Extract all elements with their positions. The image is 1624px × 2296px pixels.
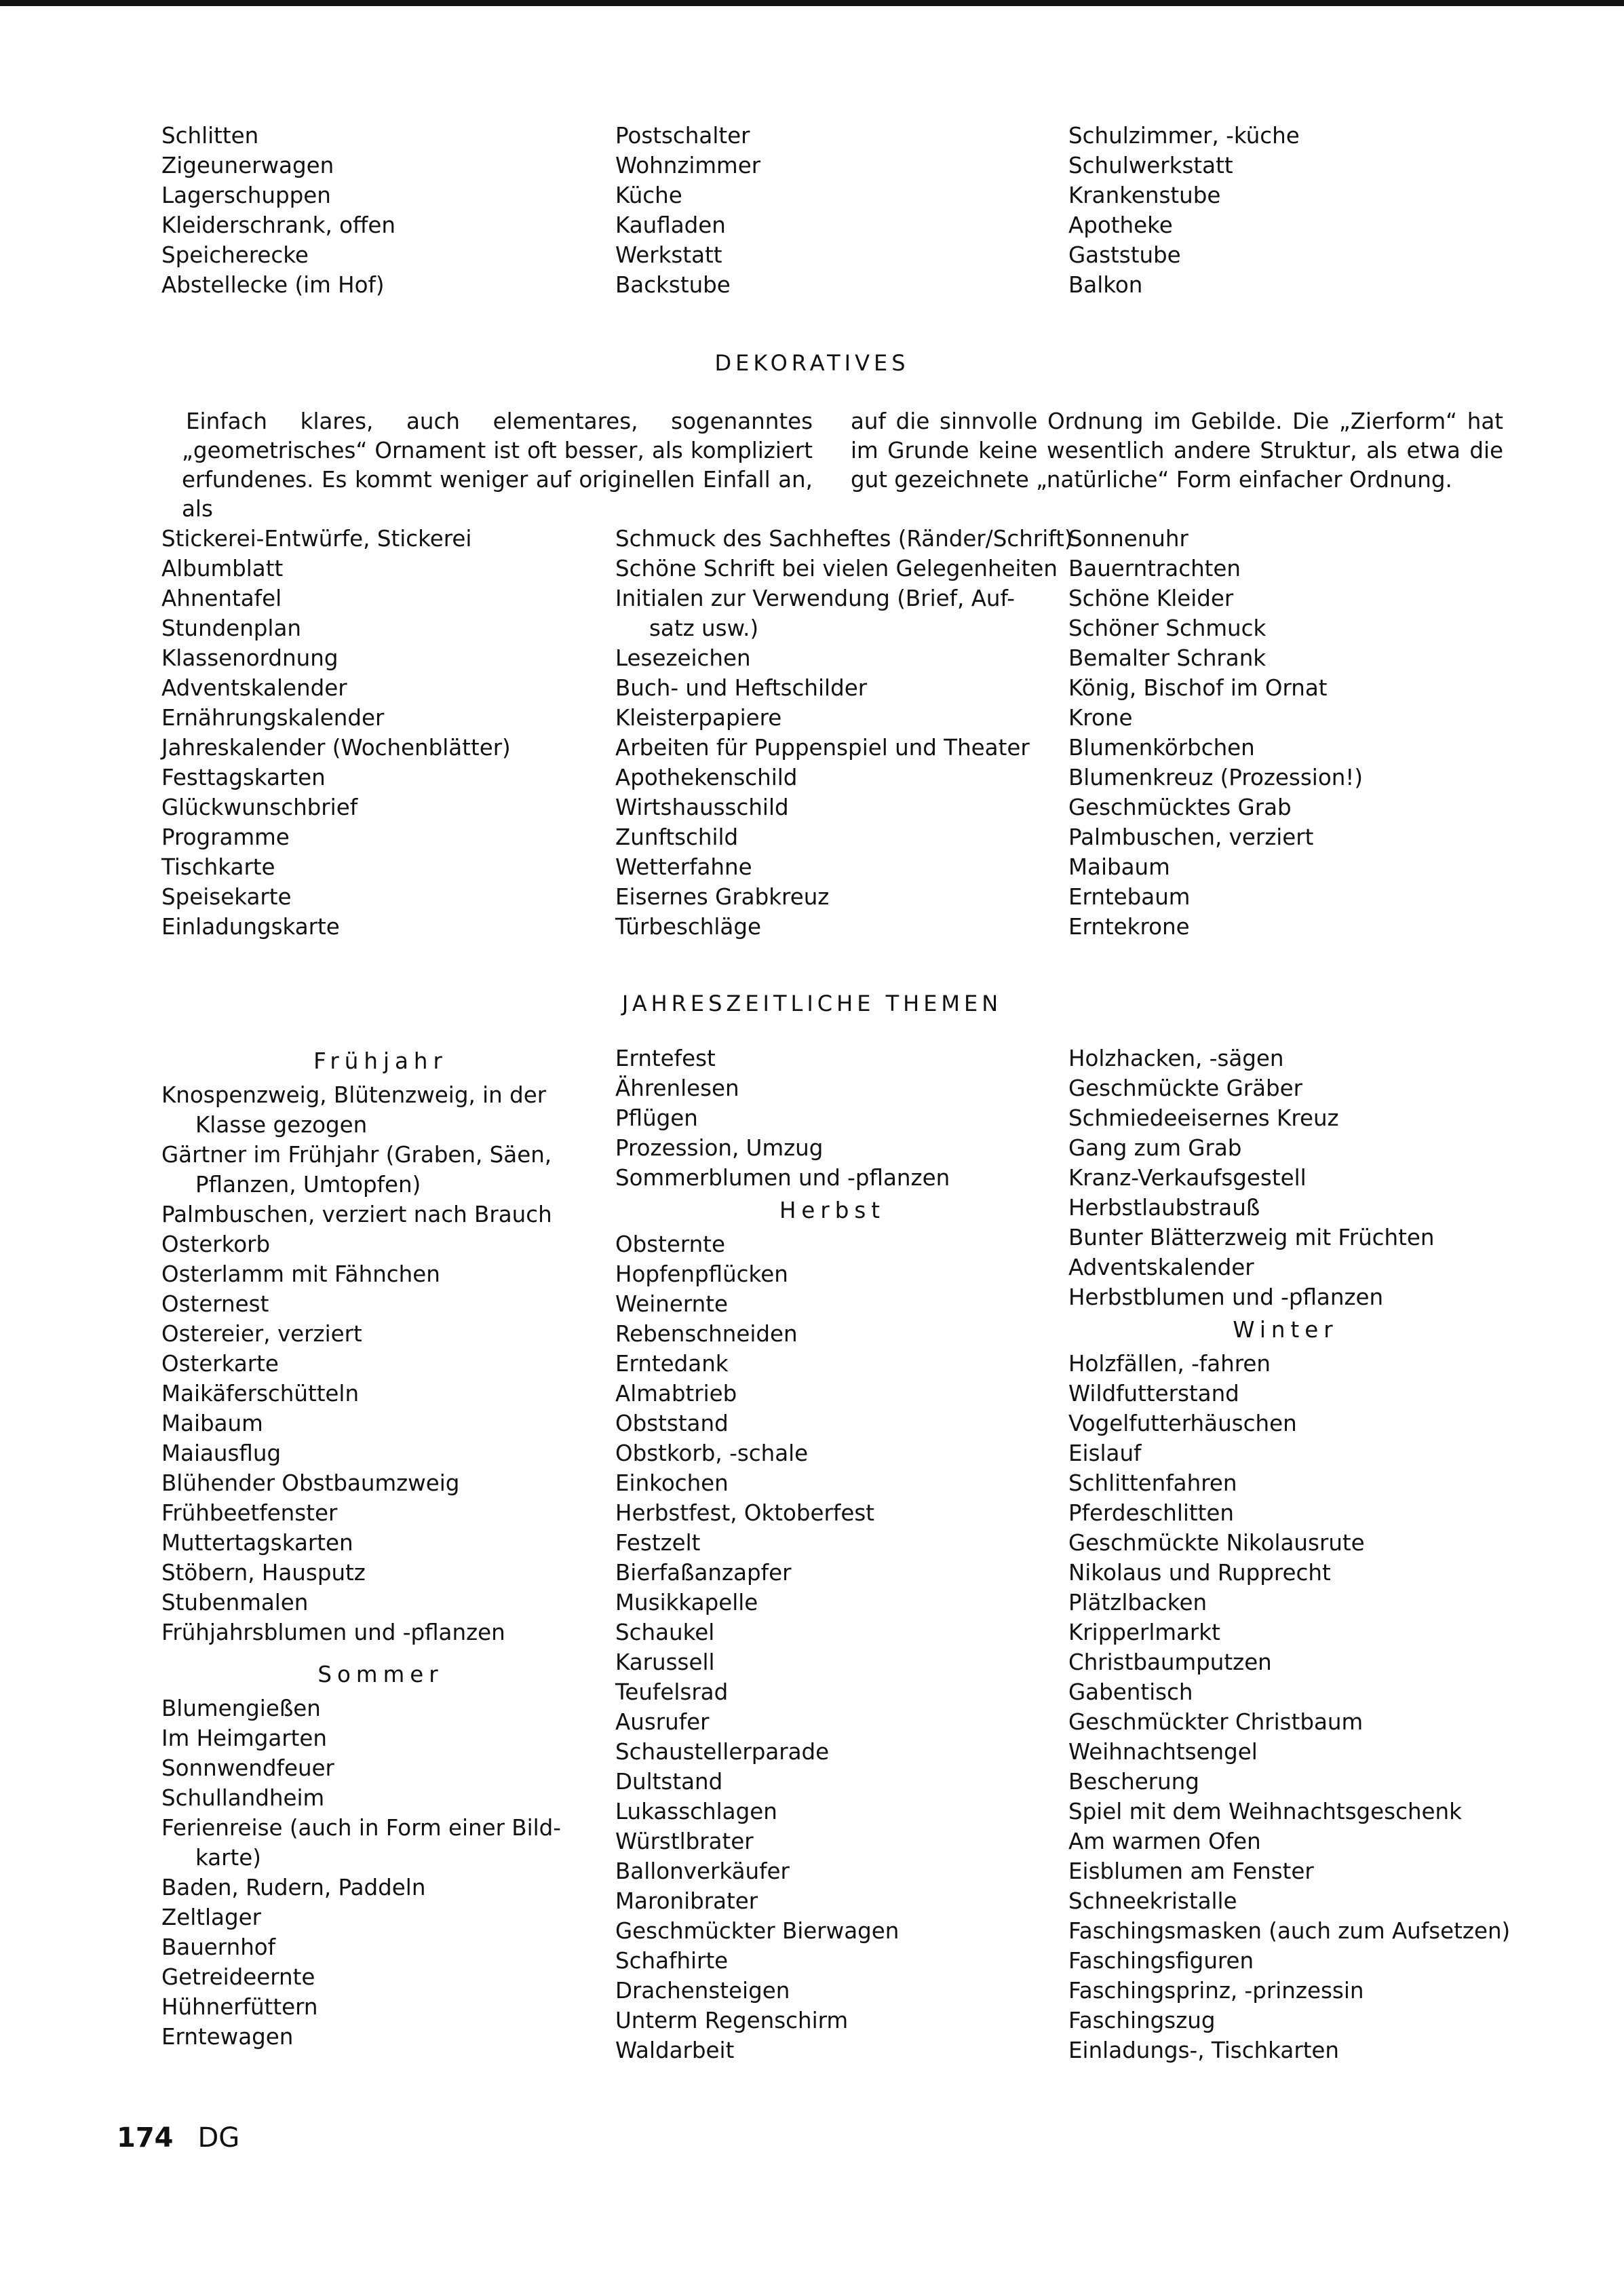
list-item: Erntekrone xyxy=(1068,914,1190,940)
list-item: Speisekarte xyxy=(161,884,292,910)
list-item: Faschingszug xyxy=(1068,2008,1216,2033)
list-item: Sonnwendfeuer xyxy=(161,1755,334,1781)
list-item: Gaststube xyxy=(1068,242,1181,268)
dekoratives-col-1 xyxy=(161,524,596,942)
subheading-sommer: Sommer xyxy=(317,1662,444,1687)
list-item: Prozession, Umzug xyxy=(615,1135,824,1161)
list-item: Geschmückte Gräber xyxy=(1068,1075,1303,1101)
list-item: Gang zum Grab xyxy=(1068,1135,1242,1161)
sommer-continued-list xyxy=(615,1044,1049,1193)
top-rule xyxy=(0,0,1624,6)
page-number: 174 xyxy=(117,2122,174,2154)
list-item: Herbstfest, Oktoberfest xyxy=(615,1500,875,1526)
subheading-herbst: Herbst xyxy=(779,1198,886,1223)
list-item: Teufelsrad xyxy=(615,1679,729,1705)
list-item: Abstellecke (im Hof) xyxy=(161,272,385,298)
list-item: Almabtrieb xyxy=(615,1381,737,1407)
list-item: Maibaum xyxy=(1068,854,1170,880)
list-item: Osternest xyxy=(161,1291,269,1317)
list-item: Obstkorb, -schale xyxy=(615,1440,809,1466)
page-footer xyxy=(117,2122,239,2154)
list-item: Sonnenuhr xyxy=(1068,526,1188,552)
list-item: Adventskalender xyxy=(161,675,347,701)
fruehjahr-list xyxy=(161,1200,600,1647)
list-item: Schafhirte xyxy=(615,1948,729,1974)
list-item: Stickerei-Entwürfe, Stickerei xyxy=(161,526,472,552)
list-item: Kripperlmarkt xyxy=(1068,1620,1220,1645)
list-item: Buch- und Heftschilder xyxy=(615,675,868,701)
list-item: Schaustellerparade xyxy=(615,1739,830,1765)
list-item: Spiel mit dem Weihnachtsgeschenk xyxy=(1068,1799,1462,1824)
list-item: Maronibrater xyxy=(615,1888,758,1914)
list-item: Getreideernte xyxy=(161,1964,315,1990)
list-item: Schöner Schmuck xyxy=(1068,615,1267,641)
list-item: Pflügen xyxy=(615,1105,698,1131)
list-item: Bescherung xyxy=(1068,1769,1199,1795)
list-item: Festtagskarten xyxy=(161,765,326,790)
list-item: Ostereier, verziert xyxy=(161,1321,362,1347)
list-item: Blühender Obstbaumzweig xyxy=(161,1470,460,1496)
list-item: Rebenschneiden xyxy=(615,1321,798,1347)
list-item: Küche xyxy=(615,183,682,208)
list-item: Pferdeschlitten xyxy=(1068,1500,1234,1526)
list-item: Apothekenschild xyxy=(615,765,798,790)
list-item: Geschmückter Bierwagen xyxy=(615,1918,900,1944)
list-item: Wetterfahne xyxy=(615,854,752,880)
list-item: Palmbuschen, verziert nach Brauch xyxy=(161,1202,552,1227)
list-item: Schöne Kleider xyxy=(1068,586,1234,611)
list-item: Klassenordnung xyxy=(161,645,339,671)
list-item: Geschmücktes Grab xyxy=(1068,795,1292,820)
list-item: Bauerntrachten xyxy=(1068,556,1241,581)
list-item-wrapped: Gärtner im Frühjahr (Graben, Säen, Pflanzen, Umtopfen) xyxy=(161,1142,552,1198)
list-item: Herbstblumen und -pflanzen xyxy=(1068,1284,1384,1310)
list-item: Schöne Schrift bei vielen Gelegenheiten xyxy=(615,556,1058,581)
dekoratives-col-2b xyxy=(615,643,1056,942)
dekoratives-col-2 xyxy=(615,524,1073,942)
subheading-fruehjahr: Frühjahr xyxy=(313,1048,448,1074)
heading-dekoratives: DEKORATIVES xyxy=(714,350,910,376)
list-item: Kleisterpapiere xyxy=(615,705,782,731)
list-item: Osterkorb xyxy=(161,1231,271,1257)
list-item: Obststand xyxy=(615,1411,729,1436)
list-item: Vogelfutterhäuschen xyxy=(1068,1411,1297,1436)
list-item: Holzfällen, -fahren xyxy=(1068,1351,1271,1377)
list-item: Bemalter Schrank xyxy=(1068,645,1267,671)
list-item: Lesezeichen xyxy=(615,645,751,671)
list-item: Weinernte xyxy=(615,1291,728,1317)
list-item: Zeltlager xyxy=(161,1905,261,1930)
list-item: Speicherecke xyxy=(161,242,309,268)
list-item: Programme xyxy=(161,824,290,850)
list-item: Nikolaus und Rupprecht xyxy=(1068,1560,1331,1586)
footer-label: DG xyxy=(197,2122,240,2154)
list-item: Jahreskalender (Wochenblätter) xyxy=(161,735,511,761)
list-item: Hopfenpflücken xyxy=(615,1261,788,1287)
list-item: Hühnerfüttern xyxy=(161,1994,318,2020)
list-item: Dultstand xyxy=(615,1769,723,1795)
list-item: Karussell xyxy=(615,1649,715,1675)
list-item: Festzelt xyxy=(615,1530,701,1556)
list-item-wrapped: Knospenzweig, Blütenzweig, in der Klasse gezogen xyxy=(161,1082,547,1138)
list-item: Maiausflug xyxy=(161,1440,282,1466)
list-item-wrapped: Initialen zur Verwendung (Brief, Auf- satz usw.) xyxy=(615,586,1015,641)
list-item: Einladungs-, Tischkarten xyxy=(1068,2037,1340,2063)
list-item: Wirtshausschild xyxy=(615,795,789,820)
list-item: Geschmückte Nikolausrute xyxy=(1068,1530,1365,1556)
list-item: Erntebaum xyxy=(1068,884,1191,910)
places-col-1 xyxy=(161,121,596,300)
list-item: Maikäferschütteln xyxy=(161,1381,360,1407)
list-item: Erntewagen xyxy=(161,2024,294,2050)
list-item: Drachensteigen xyxy=(615,1978,790,2004)
list-item: Baden, Rudern, Paddeln xyxy=(161,1875,426,1900)
list-item: Einladungskarte xyxy=(161,914,340,940)
list-item: Apotheke xyxy=(1068,212,1173,238)
list-item: Blumenkreuz (Prozession!) xyxy=(1068,765,1364,790)
list-item: Christbaumputzen xyxy=(1068,1649,1272,1675)
subheading-winter: Winter xyxy=(1233,1317,1338,1343)
list-item: Würstlbrater xyxy=(615,1829,754,1854)
list-item: Blumenkörbchen xyxy=(1068,735,1255,761)
list-item: Blumengießen xyxy=(161,1696,321,1721)
list-item: Wohnzimmer xyxy=(615,153,761,178)
list-item: Musikkapelle xyxy=(615,1590,758,1615)
list-item: Bauernhof xyxy=(161,1934,276,1960)
dekoratives-col-3 xyxy=(1068,524,1503,942)
list-item-wrapped: Ferienreise (auch in Form einer Bild- karte) xyxy=(161,1815,561,1871)
list-item: Schulzimmer, -küche xyxy=(1068,123,1300,149)
places-col-3 xyxy=(1068,121,1503,300)
list-item: König, Bischof im Ornat xyxy=(1068,675,1328,701)
list-item: Postschalter xyxy=(615,123,750,149)
list-item: Schlitten xyxy=(161,123,259,149)
list-item: Eislauf xyxy=(1068,1440,1142,1466)
list-item: Einkochen xyxy=(615,1470,729,1496)
list-item: Glückwunschbrief xyxy=(161,795,358,820)
list-item: Schlittenfahren xyxy=(1068,1470,1237,1496)
list-item: Palmbuschen, verziert xyxy=(1068,824,1314,850)
list-item: Stubenmalen xyxy=(161,1590,309,1615)
list-item: Bierfaßanzapfer xyxy=(615,1560,792,1586)
list-item: Bunter Blätterzweig mit Früchten xyxy=(1068,1225,1435,1250)
list-item: Unterm Regenschirm xyxy=(615,2008,849,2033)
dekoratives-col-2a xyxy=(615,524,1073,583)
list-item: Geschmückter Christbaum xyxy=(1068,1709,1364,1735)
dekoratives-paragraph-right: auf die sinnvolle Ordnung im Gebilde. Die „Zierform“ hat im Grunde keine wesentlich andere Struktur, als etwa die gut gezeichnete „natürliche“ Form einfacher Ordnung. xyxy=(851,408,1503,493)
list-item: Schaukel xyxy=(615,1620,715,1645)
list-item: Faschingsmasken (auch zum Aufsetzen) xyxy=(1068,1918,1511,1944)
list-item: Obsternte xyxy=(615,1231,726,1257)
list-item: Albumblatt xyxy=(161,556,284,581)
list-item: Kranz-Verkaufsgestell xyxy=(1068,1165,1307,1191)
list-item: Faschingsfiguren xyxy=(1068,1948,1254,1974)
list-item: Schmuck des Sachheftes (Ränder/Schrift) xyxy=(615,526,1073,552)
list-item: Balkon xyxy=(1068,272,1143,298)
sommer-list-b xyxy=(161,1873,600,2052)
winter-list xyxy=(1068,1349,1511,2065)
list-item: Gabentisch xyxy=(1068,1679,1193,1705)
list-item: Erntedank xyxy=(615,1351,729,1377)
list-item: Am warmen Ofen xyxy=(1068,1829,1261,1854)
list-item: Ahnentafel xyxy=(161,586,282,611)
list-item: Sommerblumen und -pflanzen xyxy=(615,1165,950,1191)
list-item: Frühjahrsblumen und -pflanzen xyxy=(161,1620,505,1645)
herbst-continued-list xyxy=(1068,1044,1503,1312)
list-item: Zigeunerwagen xyxy=(161,153,334,178)
list-item: Ährenlesen xyxy=(615,1075,739,1101)
list-item: Maibaum xyxy=(161,1411,263,1436)
list-item: Krankenstube xyxy=(1068,183,1221,208)
list-item: Zunftschild xyxy=(615,824,739,850)
list-item: Ausrufer xyxy=(615,1709,710,1735)
herbst-list xyxy=(615,1229,1049,2065)
list-item: Schneekristalle xyxy=(1068,1888,1237,1914)
list-item: Krone xyxy=(1068,705,1133,731)
dekoratives-paragraph-left: Einfach klares, auch elementares, sogenanntes „geometrisches“ Ornament ist oft besser, als kompliziert erfundenes. Es kommt weniger auf originellen Einfall an, als xyxy=(182,408,813,522)
sommer-list-a xyxy=(161,1694,600,1813)
list-item: Lagerschuppen xyxy=(161,183,331,208)
list-item: Frühbeetfenster xyxy=(161,1500,338,1526)
list-item: Stundenplan xyxy=(161,615,301,641)
list-item: Faschingsprinz, -prinzessin xyxy=(1068,1978,1364,2004)
list-item: Osterlamm mit Fähnchen xyxy=(161,1261,440,1287)
list-item: Adventskalender xyxy=(1068,1255,1254,1280)
list-item: Erntefest xyxy=(615,1046,716,1071)
places-col-2 xyxy=(615,121,1049,300)
seasons-col-1 xyxy=(161,1044,600,2052)
list-item: Türbeschläge xyxy=(615,914,761,940)
list-item: Schullandheim xyxy=(161,1785,325,1811)
list-item: Ernährungskalender xyxy=(161,705,385,731)
list-item: Arbeiten für Puppenspiel und Theater xyxy=(615,735,1030,761)
list-item: Muttertagskarten xyxy=(161,1530,353,1556)
seasons-col-2 xyxy=(615,1044,1049,2065)
list-item: Osterkarte xyxy=(161,1351,279,1377)
list-item: Im Heimgarten xyxy=(161,1725,327,1751)
list-item: Holzhacken, -sägen xyxy=(1068,1046,1284,1071)
list-item: Backstube xyxy=(615,272,731,298)
list-item: Eisernes Grabkreuz xyxy=(615,884,830,910)
heading-jahreszeitliche-themen: JAHRESZEITLICHE THEMEN xyxy=(621,991,1003,1016)
list-item: Eisblumen am Fenster xyxy=(1068,1858,1314,1884)
list-item: Kleiderschrank, offen xyxy=(161,212,395,238)
list-item: Wildfutterstand xyxy=(1068,1381,1239,1407)
seasons-col-3 xyxy=(1068,1044,1511,2065)
list-item: Tischkarte xyxy=(161,854,275,880)
list-item: Herbstlaubstrauß xyxy=(1068,1195,1260,1221)
list-item: Plätzlbacken xyxy=(1068,1590,1207,1615)
list-item: Waldarbeit xyxy=(615,2037,735,2063)
list-item: Ballonverkäufer xyxy=(615,1858,790,1884)
list-item: Stöbern, Hausputz xyxy=(161,1560,366,1586)
list-item: Schulwerkstatt xyxy=(1068,153,1233,178)
list-item: Weihnachtsengel xyxy=(1068,1739,1258,1765)
list-item: Lukasschlagen xyxy=(615,1799,777,1824)
list-item: Kaufladen xyxy=(615,212,726,238)
list-item: Werkstatt xyxy=(615,242,722,268)
list-item: Schmiedeeisernes Kreuz xyxy=(1068,1105,1339,1131)
